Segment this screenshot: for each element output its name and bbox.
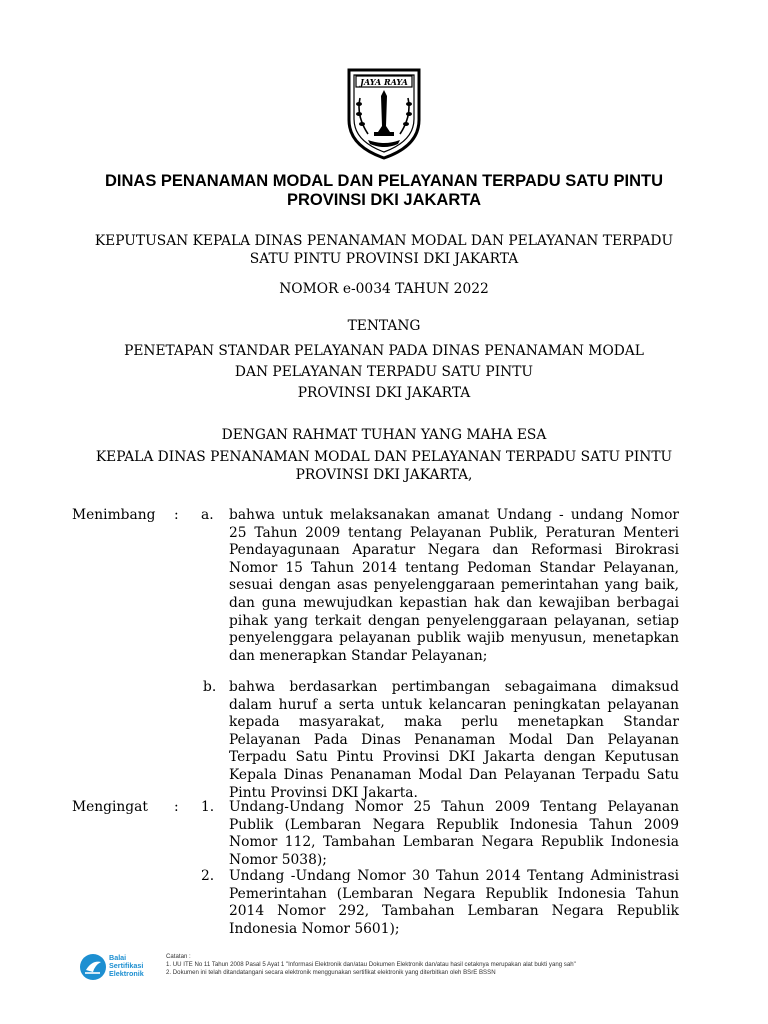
agency-header [0, 172, 768, 210]
crest-banner-text: JAYA RAYA [360, 77, 408, 87]
decree-title [0, 232, 768, 268]
mengingat-colon: : [174, 799, 179, 815]
decree-title-line-1: KEPUTUSAN KEPALA DINAS PENANAMAN MODAL DAN PELAYANAN TERPADU [94, 233, 674, 249]
menimbang-item-b: bahwa berdasarkan pertimbangan sebagaimana dimaksud dalam huruf a serta untuk kelancaran peningkatan pelayanan kepada masyarakat, maka perlu menetapkan Standar Pelayanan Pada Dinas Penanaman Modal Dan Pelayanan Terpadu Satu Pintu Provinsi DKI Jakarta dengan Keputusan Kepala Dinas Penanaman Modal Dan Pelayanan Terpadu Satu Pintu Provinsi DKI Jakarta. [229, 679, 679, 801]
mengingat-item-1: Undang-Undang Nomor 25 Tahun 2009 Tentang Pelayanan Publik (Lembaran Negara Republik Indonesia Tahun 2009 Nomor 112, Tambahan Lembaran Negara Republik Indonesia Nomor 5038); [229, 799, 679, 868]
bsre-emblem-icon [78, 952, 108, 982]
agency-line-2: PROVINSI DKI JAKARTA [286, 191, 482, 209]
bsre-logo [78, 952, 158, 982]
menimbang-item-a: bahwa untuk melaksanakan amanat Undang - undang Nomor 25 Tahun 2009 tentang Pelayanan Publik, Peraturan Menteri Pendayagunaan Aparatur Negara dan Reformasi Birokrasi Nomor 15 Tahun 2014 tentang Pedoman Standar Pelayanan, sesuai dengan asas penyelenggaraan pemerintahan yang baik, dan guna mewujudkan kepastian hak dan kewajiban berbagai pihak yang terkait dengan penyelenggaraan pelayanan, setiap penyelenggara pelayanan publik wajib menyusun, menetapkan dan menerapkan Standar Pelayanan; [229, 507, 679, 664]
tentang-heading: TENTANG [347, 318, 421, 334]
bsre-logo-line-3: Elektronik [109, 969, 144, 978]
bsre-logo-line-1: Balai [109, 953, 127, 962]
footer-note-title: Catatan : [166, 953, 191, 960]
rahmat-line: DENGAN RAHMAT TUHAN YANG MAHA ESA [221, 427, 547, 443]
decree-title-line-2: SATU PINTU PROVINSI DKI JAKARTA [249, 251, 519, 267]
menimbang-colon: : [174, 507, 179, 523]
mengingat-label: Mengingat [72, 799, 148, 815]
subject-line-3: PROVINSI DKI JAKARTA [297, 385, 471, 401]
subject-line-2: DAN PELAYANAN TERPADU SATU PINTU [234, 364, 534, 380]
decree-number: NOMOR e-0034 TAHUN 2022 [279, 281, 489, 297]
footer-note [166, 953, 686, 977]
bsre-logo-line-2: Sertifikasi [109, 961, 144, 970]
menimbang-marker-b: b. [203, 679, 217, 695]
mengingat-item-2: Undang -Undang Nomor 30 Tahun 2014 Tentang Administrasi Pemerintahan (Lembaran Negara Republik Indonesia Tahun 2014 Nomor 292, Tambahan Lembaran Negara Republik Indonesia Nomor 5601); [229, 868, 679, 937]
mengingat-marker-2: 2. [201, 868, 215, 884]
footer-note-1: 1. UU ITE No 11 Tahun 2008 Pasal 5 Ayat 1 "Informasi Elektronik dan/atau Dokumen Elektronik dan/atau hasil cetaknya merupakan alat bukti yang sah" [166, 961, 576, 968]
menimbang-marker-a: a. [201, 507, 214, 523]
menimbang-label: Menimbang [72, 507, 156, 523]
mengingat-marker-1: 1. [201, 799, 215, 815]
agency-line-1: DINAS PENANAMAN MODAL DAN PELAYANAN TERPADU SATU PINTU [105, 172, 663, 190]
kepala-heading [0, 448, 768, 484]
subject-line-1: PENETAPAN STANDAR PELAYANAN PADA DINAS PENANAMAN MODAL [124, 343, 644, 359]
decree-subject [0, 341, 768, 404]
jaya-raya-crest [346, 68, 422, 160]
kepala-line-2: PROVINSI DKI JAKARTA, [295, 467, 473, 483]
footer-note-2: 2. Dokumen ini telah ditandatangani secara elektronik menggunakan sertifikat elektronik yang diterbitkan oleh BSrE BSSN [166, 969, 496, 976]
kepala-line-1: KEPALA DINAS PENANAMAN MODAL DAN PELAYANAN TERPADU SATU PINTU [95, 449, 673, 465]
